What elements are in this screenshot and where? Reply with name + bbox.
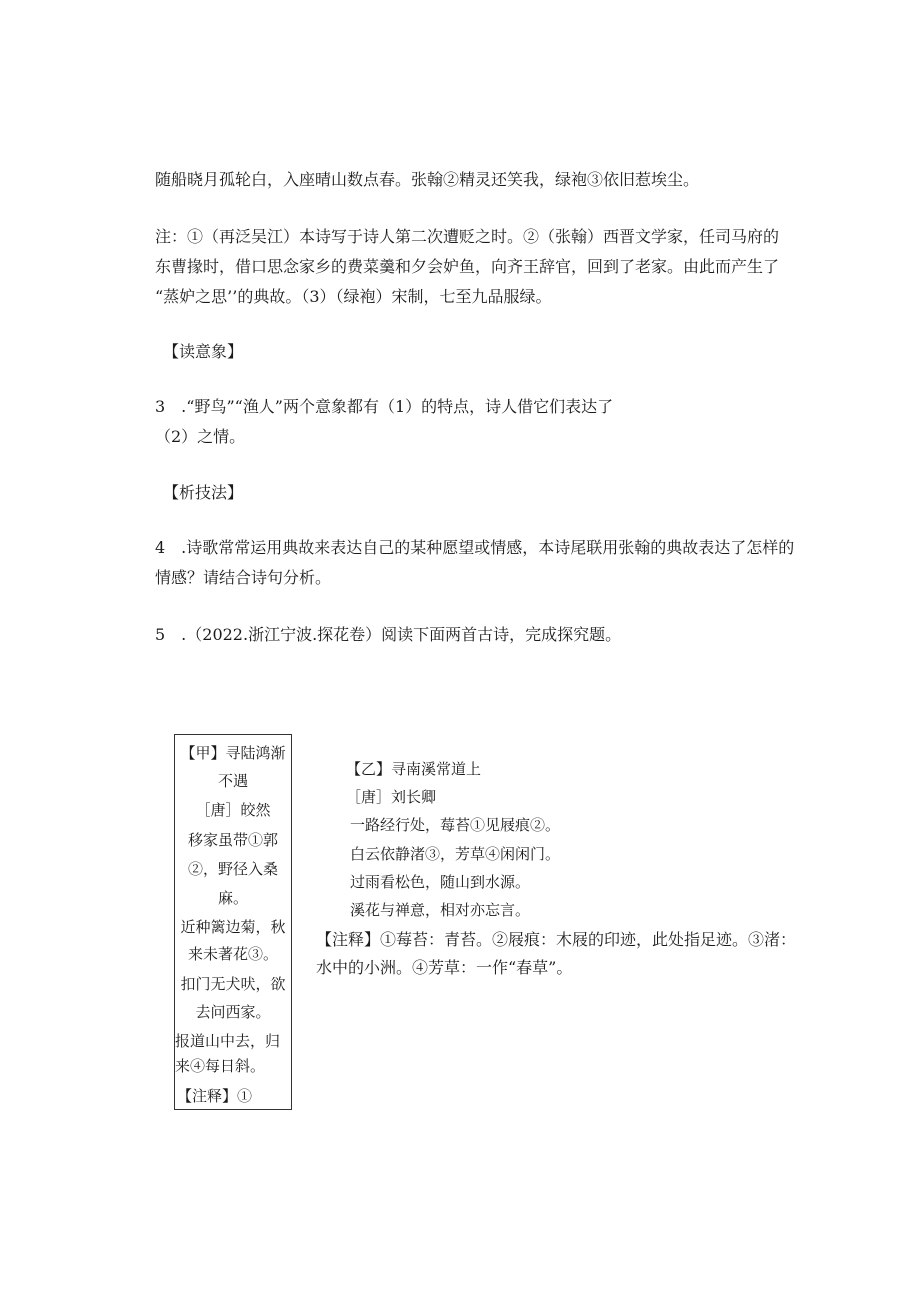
question-4-line-2: 情感？请结合诗句分析。 [155,568,332,587]
poem-jia-line: 来未著花③。 [187,945,278,963]
section-analyze-technique: 【析技法】 [163,483,244,502]
poem-yi-title: 【乙】寻南溪常道上 [346,760,482,778]
poem-jia-box [174,734,292,1110]
poem-jia-line: 去问西家。 [195,1003,271,1021]
note-line-3: “蒸妒之思’’的典故。（3）（绿袍）宋制，七至九品服绿。 [155,287,552,306]
poem-jia-line: 近种篱边菊，秋 [180,918,286,936]
poem-last-line: 随船晓月孤轮白，入座晴山数点春。张翰②精灵还笑我，绿袍③依旧惹埃尘。 [155,170,700,189]
poem-jia-title-cont: 不遇 [217,772,248,790]
poem-jia-line: 麻。 [217,889,248,907]
question-5: 5 .（2022.浙江宁波.探花卷）阅读下面两首古诗，完成探究题。 [155,625,622,644]
poem-jia-line: 报道山中去，归 [175,1032,281,1050]
poem-yi-line: 一路经行处，莓苔①见屐痕②。 [350,816,561,834]
poem-jia-line: 扣门无犬吠，欲 [180,975,286,993]
poem-yi-line: 过雨看松色，随山到水源。 [350,873,531,891]
poem-jia-title: 【甲】寻陆鸿渐 [180,744,286,762]
poem-yi-author: ［唐］刘长卿 [346,788,437,806]
poem-jia-author: ［唐］皎然 [195,801,271,819]
poem-yi-line: 白云依静渚③，芳草④闲闲门。 [350,845,561,863]
note-line-1: 注：①（再泛吴江）本诗写于诗人第二次遭贬之时。②（张翰）西晋文学家，任司马府的 [155,227,780,246]
question-3-line-1: 3 .“野鸟”“渔人”两个意象都有（1）的特点，诗人借它们表达了 [155,397,614,416]
poem-jia-line: ②，野径入桑 [187,860,278,878]
question-4-line-1: 4 .诗歌常常运用典故来表达自己的某种愿望或情感，本诗尾联用张翰的典故表达了怎样的 [155,538,795,557]
poem-yi-line: 溪花与禅意，相对亦忘言。 [350,901,531,919]
poem-jia-line: 移家虽带①郭 [187,831,278,849]
poem-jia-note: 【注释】① [177,1087,253,1105]
poem-yi-note-line-1: 【注释】①莓苔：青苔。②屐痕：木屐的印迹，此处指足迹。③渚： [316,930,797,949]
note-line-2: 东曹掾时，借口思念家乡的费菜羹和夕会妒鱼，向齐王辞官，回到了老家。由此而产生了 [155,257,780,276]
section-read-imagery: 【读意象】 [163,342,244,361]
poem-yi-note-line-2: 水中的小洲。④芳草：一作“春草”。 [316,958,573,977]
poem-jia-line: 来④每日斜。 [175,1057,266,1075]
question-3-line-2: （2）之情。 [155,427,246,446]
